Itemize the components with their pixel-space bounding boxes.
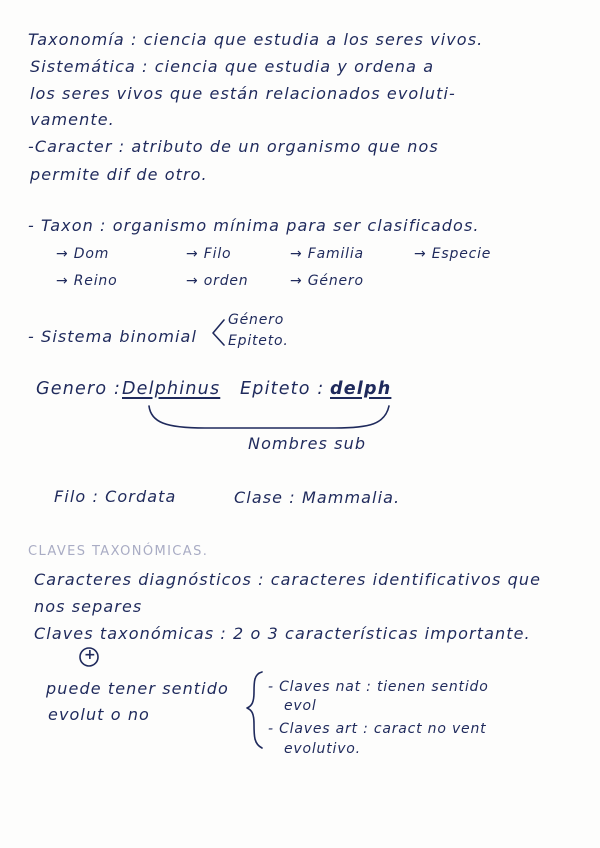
line-caracter: -Caracter : atributo de un organismo que nos (28, 137, 439, 156)
binomial-bracket (208, 318, 228, 348)
puede-line-2: evolut o no (48, 705, 150, 724)
claves-curly-brace (244, 670, 268, 750)
line-sistematica-cont: los seres vivos que están relacionados evoluti- (30, 84, 456, 103)
line-caracter-cont: permite dif de otro. (30, 165, 208, 184)
genero-value: Delphinus (122, 379, 221, 399)
line-sistematica: Sistemática : ciencia que estudia y ordena a (30, 57, 435, 76)
puede-line-1: puede tener sentido (46, 679, 229, 698)
clase-line: Clase : Mammalia. (234, 488, 401, 507)
rank-dom: → Dom (56, 246, 110, 262)
rank-orden: → orden (186, 273, 249, 289)
genero-label: Genero : (36, 379, 122, 399)
rank-familia: → Familia (290, 246, 364, 262)
nombres-brace (145, 404, 395, 434)
diag-line-1: Caracteres diagnósticos : caracteres identificativos que (34, 570, 542, 589)
epiteto-value: delph (330, 379, 392, 399)
art-line-2: evolutivo. (284, 741, 361, 757)
diag-line-2: nos separes (34, 597, 143, 616)
rank-especie: → Especie (414, 246, 492, 262)
claves-tax-line: Claves taxonómicas : 2 o 3 características importante. (34, 624, 531, 643)
line-taxon: - Taxon : organismo mínima para ser clasificados. (28, 216, 480, 235)
epiteto-label: Epiteto : (240, 379, 325, 399)
line-sistema-binomial: - Sistema binomial (28, 327, 198, 346)
art-line-1: - Claves art : caract no vent (268, 721, 487, 737)
rank-genero: → Género (290, 273, 364, 289)
nat-line-1: - Claves nat : tienen sentido (268, 679, 489, 695)
nombres-sub: Nombres sub (248, 434, 367, 453)
rank-filo: → Filo (186, 246, 232, 262)
filo-line: Filo : Cordata (54, 487, 177, 506)
line-sistematica-end: vamente. (30, 110, 115, 129)
line-taxonomia: Taxonomía : ciencia que estudia a los seres vivos. (28, 30, 484, 49)
rank-reino: → Reino (56, 273, 118, 289)
nat-line-2: evol (284, 698, 317, 714)
binomial-epiteto: Epiteto. (228, 333, 289, 349)
plus-sign: + (84, 647, 97, 663)
binomial-genero: Género (228, 312, 285, 328)
claves-heading: CLAVES TAXONÓMICAS. (28, 544, 209, 559)
